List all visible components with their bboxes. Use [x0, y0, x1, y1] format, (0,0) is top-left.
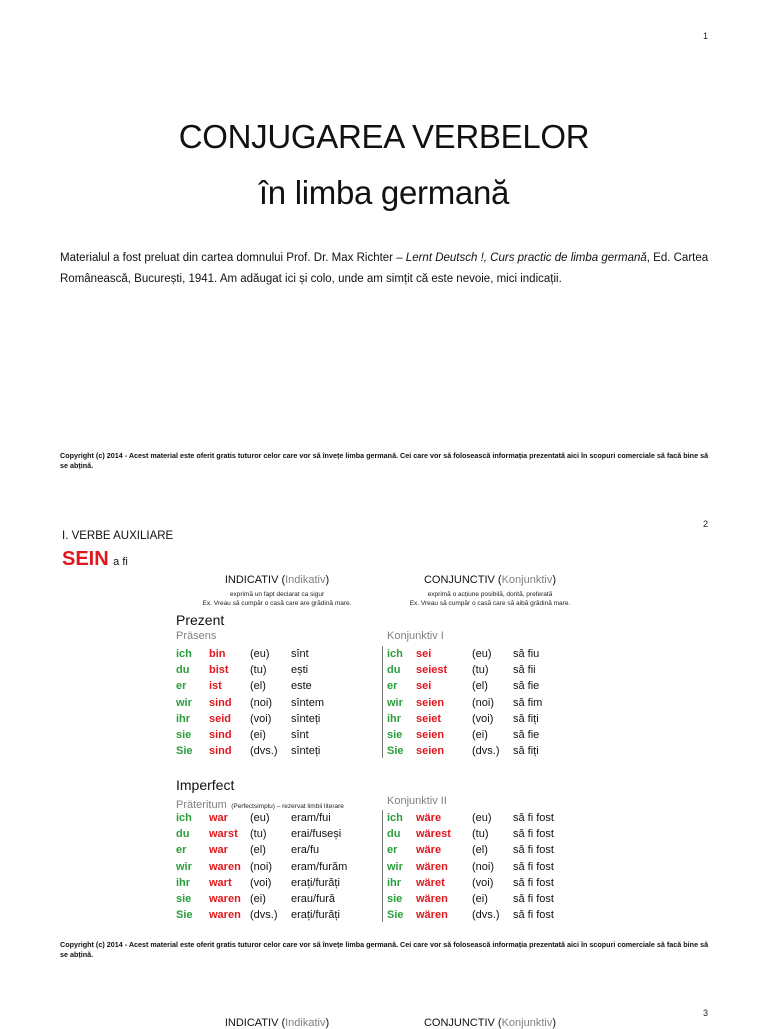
prezent-conjunctiv-table	[387, 646, 542, 759]
conjunctiv-example: Ex. Vreau să cumpăr o casă care să aibă grădină mare.	[409, 600, 571, 607]
prezent-indicativ-table	[176, 646, 324, 759]
table-row: ihr seid (voi) sînteți	[176, 712, 321, 725]
table-row: ihr wart (voi) erați/furăți	[176, 876, 340, 889]
konjunktiv1-label: Konjunktiv I	[387, 630, 444, 642]
table-row: du wärest (tu) să fi fost	[387, 828, 554, 841]
column-divider	[382, 810, 383, 922]
indicativ-heading: INDICATIV (Indikativ)	[224, 574, 330, 586]
page-number-2: 2	[703, 519, 709, 529]
copyright-notice-2: Copyright (c) 2014 - Acest material este oferit gratis tuturor celor care vor să învețe limba germană. Cei care vor să folosească informația prezentată aici în scopuri comerciale să facă bine să se abțină.	[60, 940, 709, 959]
table-row: er wäre (el) să fi fost	[387, 844, 554, 857]
table-row: ich sei (eu) să fiu	[387, 648, 540, 660]
table-row: du bist (tu) ești	[176, 664, 309, 677]
table-row: ich bin (eu) sînt	[176, 648, 309, 660]
intro-rest: , Ed. Cartea Românească, București, 1941. Am adăugat ici și colo, unde am simțit că este nevoie, mici indicații.	[60, 252, 709, 285]
page-subtitle: în limba germană	[258, 174, 510, 211]
intro-paragraph	[60, 248, 710, 290]
table-row: ihr wäret (voi) să fi fost	[387, 876, 554, 889]
conjunctiv-heading: CONJUNCTIV (Konjunktiv)	[423, 574, 557, 586]
table-row: ich wäre (eu) să fi fost	[387, 812, 554, 824]
table-row: du warst (tu) erai/fuseși	[176, 828, 342, 841]
table-row: Sie sind (dvs.) sînteți	[176, 745, 321, 758]
table-row: er ist (el) este	[176, 680, 312, 693]
table-row: wir sind (noi) sîntem	[176, 696, 325, 709]
column-divider	[382, 646, 383, 758]
table-row: sie wären (ei) să fi fost	[387, 892, 554, 905]
intro-text: Materialul a fost preluat din cartea domnului Prof. Dr. Max Richter –	[60, 252, 406, 264]
verb-meaning: a fi	[113, 556, 128, 568]
table-row: sie sind (ei) sînt	[176, 728, 309, 741]
page3-conjunctiv-heading: CONJUNCTIV (Konjunktiv)	[423, 1017, 557, 1029]
table-row: ich war (eu) eram/fui	[176, 812, 331, 824]
table-row: wir wären (noi) să fi fost	[387, 860, 554, 873]
prezent-title: Prezent	[176, 612, 225, 628]
table-row: er war (el) era/fu	[176, 844, 320, 857]
intro-book-title: Lernt Deutsch !, Curs practic de limba germană	[405, 252, 647, 264]
table-row: er sei (el) să fie	[387, 680, 540, 693]
imperfect-title: Imperfect	[176, 777, 235, 793]
table-row: Sie wären (dvs.) să fi fost	[387, 909, 554, 922]
table-row: wir waren (noi) eram/furăm	[176, 860, 348, 873]
page3-indicativ-heading: INDICATIV (Indikativ)	[224, 1017, 330, 1029]
conjunctiv-desc: exprimă o acțiune posibilă, dorită, preferată	[427, 591, 553, 598]
table-row: wir seien (noi) să fim	[387, 696, 543, 709]
table-row: ihr seiet (voi) să fiți	[387, 712, 539, 725]
section-heading: I. VERBE AUXILIARE	[62, 530, 174, 542]
table-row: Sie waren (dvs.) erați/furăți	[176, 909, 340, 922]
indicativ-example: Ex. Vreau să cumpăr o casă care are grădină mare.	[202, 600, 352, 607]
praeteritum-label: Präteritum (Perfectsimplu) – rezervat limbii literare	[176, 799, 344, 811]
page-title: CONJUGAREA VERBELOR	[178, 118, 590, 155]
konjunktiv2-label: Konjunktiv II	[387, 795, 447, 807]
indicativ-desc: exprimă un fapt declarat ca sigur	[229, 591, 325, 598]
imperfect-indicativ-table	[176, 810, 347, 923]
praesens-label: Präsens	[176, 630, 217, 642]
table-row: sie waren (ei) erau/fură	[176, 892, 336, 905]
imperfect-conjunctiv-table	[387, 810, 554, 923]
page-number-1: 1	[703, 31, 709, 41]
verb-heading	[62, 548, 128, 571]
verb-title: SEIN	[62, 548, 109, 570]
copyright-notice-1: Copyright (c) 2014 - Acest material este oferit gratis tuturor celor care vor să învețe limba germană. Cei care vor să folosească informația prezentată aici în scopuri comerciale să facă bine să se abțină.	[60, 451, 709, 470]
table-row: Sie seien (dvs.) să fiți	[387, 745, 539, 758]
page-number-3: 3	[703, 1008, 709, 1018]
table-row: du seiest (tu) să fii	[387, 664, 536, 677]
table-row: sie seien (ei) să fie	[387, 728, 540, 741]
